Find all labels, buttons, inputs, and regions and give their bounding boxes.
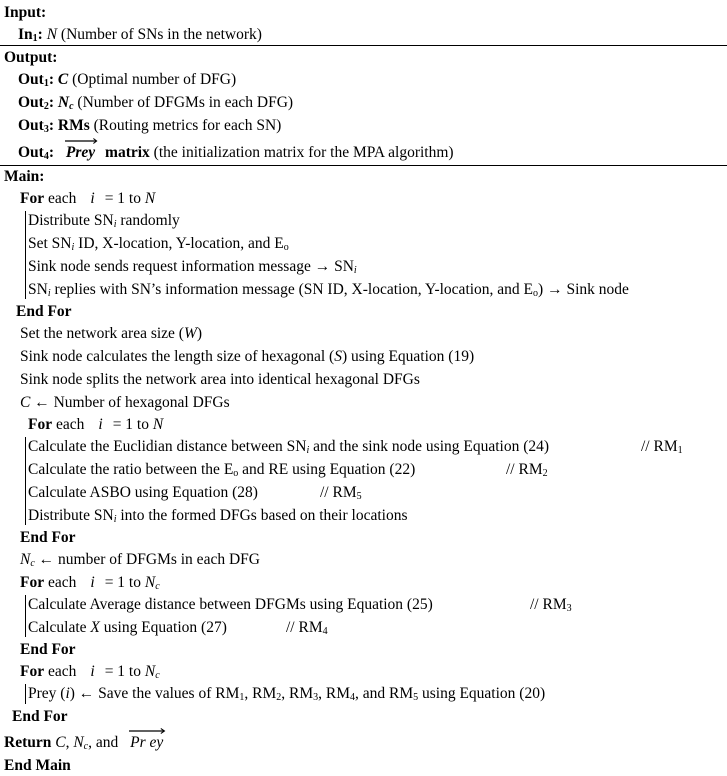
in-desc: (Number of SNs in the network) xyxy=(60,26,262,43)
loop-3-bar xyxy=(25,595,26,637)
end-for-1: End For xyxy=(16,303,72,320)
return-line: Return C, $N_c$, and Pr ey xyxy=(4,733,163,753)
loop-2-line-1: Calculate the Euclidian distance between $SN_i$ and the sink node using Equation (24) xyxy=(28,438,550,456)
loop-2-comment-1: // $RM_1$ xyxy=(641,438,683,456)
loop-3-line-1: Calculate Average distance between DFGMs using Equation (25) xyxy=(28,596,433,613)
main-step-3: Sink node splits the network area into identical hexagonal DFGs xyxy=(20,371,420,388)
divider-output xyxy=(0,165,727,166)
end-for-4: End For xyxy=(12,708,68,725)
loop-1-line-3: Sink node sends request information message → $SN_i$ xyxy=(28,258,357,276)
loop-3-comment-1: // $RM_3$ xyxy=(530,596,572,614)
main-heading: Main: xyxy=(4,168,45,185)
for-loop-3-header: For each i = 1 to $N_c$ xyxy=(20,574,160,592)
end-for-3: End For xyxy=(20,641,76,658)
input-line-1 xyxy=(18,25,262,45)
loop-2-comment-3: // $RM_5$ xyxy=(320,484,362,502)
loop-4-line-1: Prey (i) ← Save the values of $RM_1$, $RM_2$, $RM_3$, $RM_4$, and $RM_5$ using Equation (20) xyxy=(28,685,546,703)
loop-4-bar xyxy=(25,684,26,704)
for-loop-2-header: For each i = 1 to N xyxy=(28,416,164,433)
main-step-2: Sink node calculates the length size of hexagonal (S) using Equation (19) xyxy=(20,348,475,365)
vector-arrow-icon xyxy=(129,728,165,734)
loop-3-comment-2: // $RM_4$ xyxy=(286,619,328,637)
loop-1-line-4: $SN_i$ replies with SN’s information message (SN ID, X-location, Y-location, and $E_o$) → Sink node xyxy=(28,281,629,299)
for-loop-4-header: For each i = 1 to $N_c$ xyxy=(20,663,160,681)
loop-1-bar xyxy=(25,211,26,299)
output-line-2: Out$_2$: $N_c$ (Number of DFGMs in each DFG) xyxy=(18,94,294,112)
loop-2-line-2: Calculate the ratio between the $E_o$ and RE using Equation (22) xyxy=(28,461,416,479)
in-var: N xyxy=(46,26,58,43)
prey-vector: Prey xyxy=(66,143,95,163)
end-for-2: End For xyxy=(20,529,76,546)
in-label: $In_1$: xyxy=(18,26,43,44)
end-main: End Main xyxy=(4,757,71,774)
main-step-1: Set the network area size (W) xyxy=(20,325,203,342)
for-loop-1-header: For each i = 1 to N xyxy=(20,190,156,207)
prey-vector-return: Pr ey xyxy=(130,733,163,753)
output-line-4: Out$_4$: Prey matrix (the initialization matrix for the MPA algorithm) xyxy=(18,143,454,163)
loop-1-line-1: Distribute $SN_i$ randomly xyxy=(28,212,180,230)
output-heading: Output: xyxy=(4,49,58,66)
main-step-4: C ← Number of hexagonal DFGs xyxy=(20,394,230,411)
main-step-5: $N_c$ ← number of DFGMs in each DFG xyxy=(20,551,260,569)
input-heading: Input: xyxy=(4,4,47,21)
loop-2-line-4: Distribute $SN_i$ into the formed DFGs based on their locations xyxy=(28,507,408,525)
loop-1-line-2: Set $SN_i$ ID, X-location, Y-location, and $E_o$ xyxy=(28,235,289,253)
loop-2-comment-2: // $RM_2$ xyxy=(506,461,548,479)
divider-input xyxy=(0,45,727,46)
output-line-1: Out$_1$: C (Optimal number of DFG) xyxy=(18,71,237,89)
loop-2-line-3: Calculate ASBO using Equation (28) xyxy=(28,484,258,501)
output-line-3: Out$_3$: RMs (Routing metrics for each SN) xyxy=(18,117,282,135)
loop-3-line-2: Calculate X using Equation (27) xyxy=(28,619,227,636)
loop-2-bar xyxy=(25,437,26,525)
vector-arrow-icon xyxy=(65,138,97,144)
